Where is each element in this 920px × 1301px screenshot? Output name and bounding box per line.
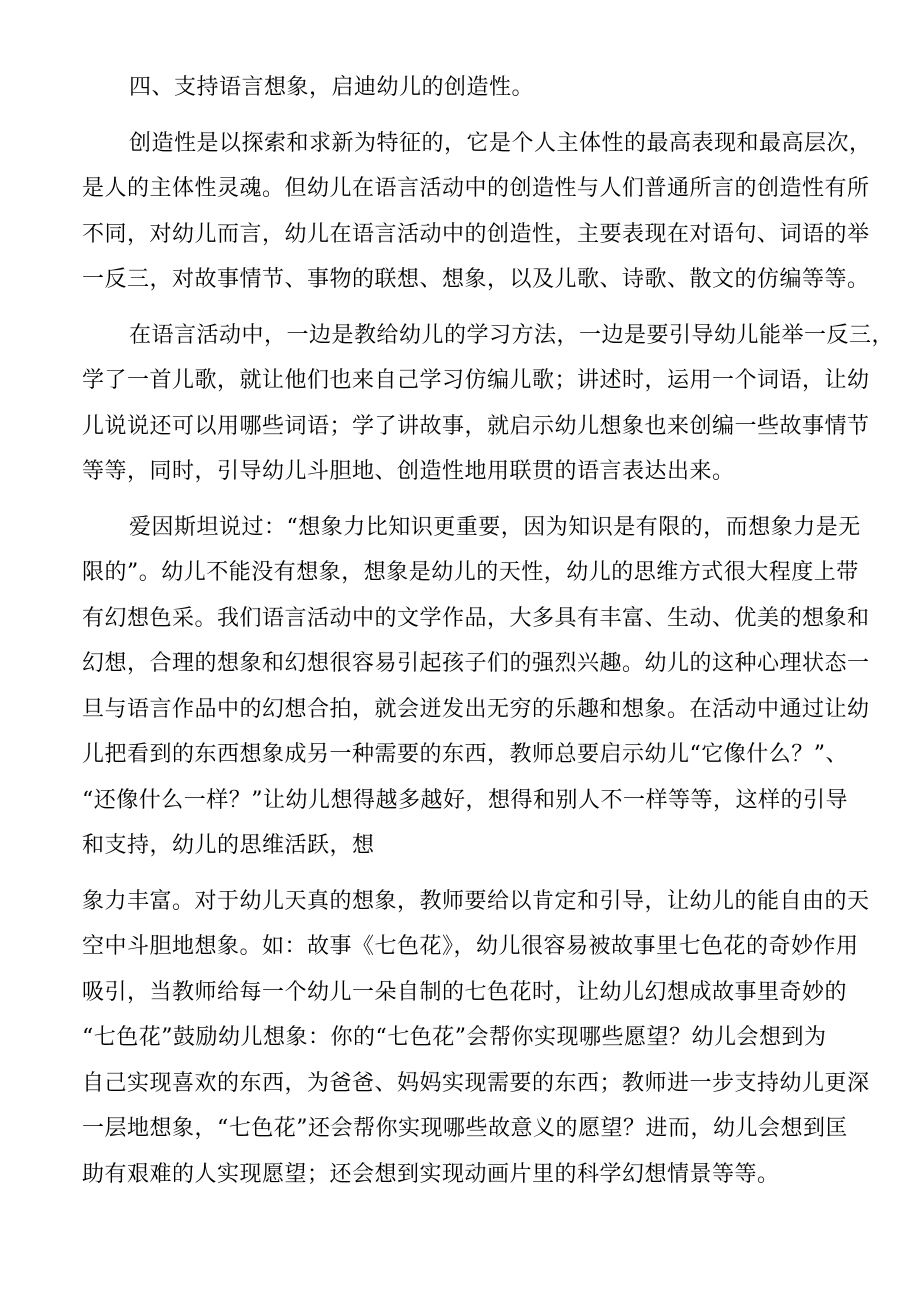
- paragraph-line: 学了一首儿歌，就让他们也来自己学习仿编儿歌；讲述时，运用一个词语，让幼: [82, 368, 870, 393]
- paragraph-line: 儿把看到的东西想象成另一种需要的东西，教师总要启示幼儿“它像什么？”、: [82, 742, 848, 767]
- paragraph-line: 象力丰富。对于幼儿天真的想象，教师要给以肯定和引导，让幼儿的能自由的天: [82, 889, 870, 914]
- paragraph-line: 一反三，对故事情节、事物的联想、想象，以及儿歌、诗歌、散文的仿编等等。: [82, 267, 870, 292]
- paragraph-line: 儿说说还可以用哪些词语；学了讲故事，就启示幼儿想象也来创编一些故事情节: [82, 414, 870, 439]
- paragraph-line: 是人的主体性灵魂。但幼儿在语言活动中的创造性与人们普通所言的创造性有所: [82, 176, 870, 201]
- paragraph-line: 幻想，合理的想象和幻想很容易引起孩子们的强烈兴趣。幼儿的这种心理状态一: [82, 651, 870, 676]
- paragraph-line: 空中斗胆地想象。如：故事《七色花》，幼儿很容易被故事里七色花的奇妙作用: [82, 934, 859, 959]
- paragraph-line: 爱因斯坦说过：“想象力比知识更重要，因为知识是有限的，而想象力是无: [129, 515, 861, 540]
- paragraph-line: 限的”。幼儿不能没有想象，想象是幼儿的天性，幼儿的思维方式很大程度上带: [82, 560, 859, 585]
- section-heading: 四、支持语言想象，启迪幼儿的创造性。: [129, 75, 535, 100]
- paragraph-line: 等等，同时，引导幼儿斗胆地、创造性地用联贯的语言表达出来。: [82, 459, 735, 484]
- paragraph-line: 自己实现喜欢的东西，为爸爸、妈妈实现需要的东西；教师进一步支持幼儿更深: [82, 1071, 870, 1096]
- paragraph-line: 创造性是以探索和求新为特征的，它是个人主体性的最高表现和最高层次，: [129, 131, 872, 156]
- paragraph-line: 在语言活动中，一边是教给幼儿的学习方法，一边是要引导幼儿能举一反三，: [129, 323, 895, 348]
- paragraph-line: 助有艰难的人实现愿望；还会想到实现动画片里的科学幻想情景等等。: [82, 1162, 780, 1187]
- paragraph-line: 不同，对幼儿而言，幼儿在语言活动中的创造性，主要表现在对语句、词语的举: [82, 222, 870, 247]
- paragraph-line: 一层地想象，“七色花”还会帮你实现哪些故意义的愿望？进而，幼儿会想到匡: [82, 1116, 848, 1141]
- paragraph-line: “七色花”鼓励幼儿想象：你的“七色花”会帮你实现哪些愿望？幼儿会想到为: [82, 1025, 827, 1050]
- paragraph-line: “还像什么一样？”让幼儿想得越多越好，想得和别人不一样等等，这样的引导: [82, 788, 848, 813]
- paragraph-line: 旦与语言作品中的幻想合拍，就会迸发出无穷的乐趣和想象。在活动中通过让幼: [82, 697, 870, 722]
- paragraph-line: 吸引，当教师给每一个幼儿一朵自制的七色花时，让幼儿幻想成故事里奇妙的: [82, 980, 848, 1005]
- paragraph-line: 有幻想色采。我们语言活动中的文学作品，大多具有丰富、生动、优美的想象和: [82, 606, 870, 631]
- paragraph-line: 和支持，幼儿的思维活跃，想: [82, 833, 375, 858]
